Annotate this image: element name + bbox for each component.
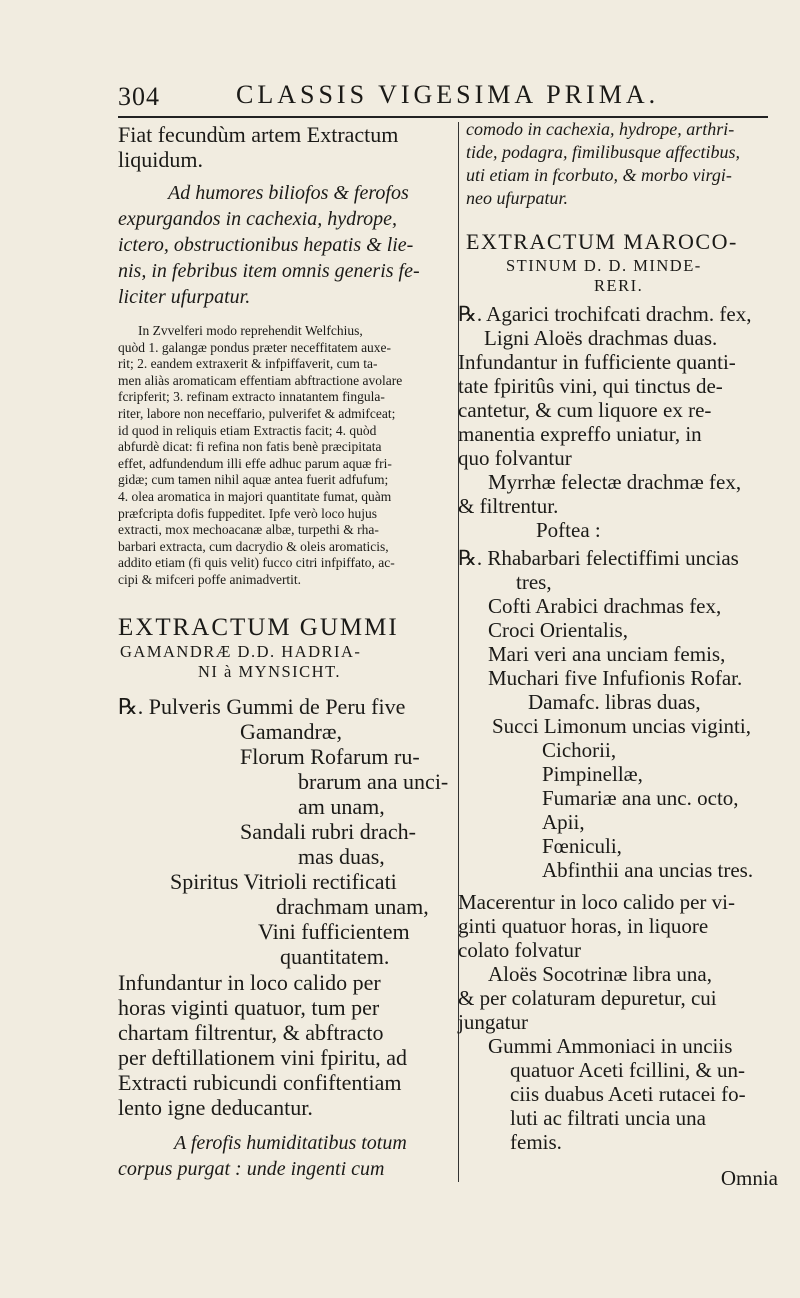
recipe-line: am unam,: [298, 794, 385, 819]
recipe-line: quantitatem.: [280, 944, 390, 969]
recipe-line: Spiritus Vitrioli rectificati: [170, 869, 397, 894]
recipe-line: Ligni Aloës drachmas duas.: [484, 326, 718, 350]
recipe-line: ℞. Agarici trochifcati drachm. fex,: [458, 302, 752, 326]
recipe-block: [458, 546, 780, 882]
usage-block: [118, 180, 450, 310]
procedure-line: Myrrhæ felectæ drachmæ fex,: [488, 470, 742, 494]
recipe-line: ℞. Pulveris Gummi de Peru five: [118, 694, 406, 719]
section-heading: [466, 228, 780, 296]
procedure-line: femis.: [510, 1130, 562, 1154]
note-line: id quod in reliquis etiam Extractis facit; 4. quòd: [118, 422, 377, 438]
heading-line: STINUM D. D. MINDE-: [506, 256, 702, 275]
procedure-block: [118, 970, 450, 1120]
note-line: præfcripta dofis fuppeditet. Ipfe verò loco hujus: [118, 505, 378, 521]
note-line: extracti, mox mechoacanæ albæ, turpethi & rha-: [118, 522, 379, 538]
note-line: effet, adfundendum illi effe adhuc parum aquæ fri-: [118, 455, 392, 471]
note-line: addito etiam (fi quis velit) fucco citri infpiffato, ac-: [118, 555, 395, 571]
procedure-line: Poftea :: [536, 518, 601, 542]
note-line: In Zvvelferi modo reprehendit Welfchius,: [138, 323, 363, 338]
heading-line: EXTRACTUM MAROCO-: [466, 229, 738, 254]
procedure-line: quatuor Aceti fcillini, & un-: [510, 1058, 746, 1082]
catchword-row: [466, 1166, 778, 1191]
procedure-block: [458, 890, 780, 1154]
note-line: abfurdè dicat: fi refina non fatis benè præcipitata: [118, 439, 382, 455]
procedure-line: colato folvatur: [458, 938, 582, 962]
procedure-line: lento igne deducantur.: [118, 1095, 313, 1120]
recipe-line: Muchari five Infufionis Rofar.: [488, 666, 743, 690]
recipe-line: ℞. Rhabarbari felectiffimi uncias: [458, 546, 739, 570]
note-line: 4. olea aromatica in majori quantitate fumat, quàm: [118, 488, 392, 504]
catchword: Omnia: [720, 1166, 778, 1190]
usage-line: comodo in cachexia, hydrope, arthri-: [466, 119, 735, 139]
recipe-line: Abfinthii ana uncias tres.: [542, 858, 754, 882]
procedure-line: Infundantur in loco calido per: [118, 970, 381, 995]
recipe-line: Cofti Arabici drachmas fex,: [488, 594, 722, 618]
procedure-line: ciis duabus Aceti rutacei fo-: [510, 1082, 746, 1106]
procedure-line: & filtrentur.: [458, 494, 559, 518]
procedure-line: horas viginti quatuor, tum per: [118, 995, 380, 1020]
recipe-line: Succi Limonum uncias viginti,: [492, 714, 751, 738]
procedure-block: [458, 350, 780, 542]
procedure-line: luti ac filtrati uncia una: [510, 1106, 706, 1130]
recipe-block: [458, 302, 780, 350]
recipe-line: drachmam unam,: [276, 894, 429, 919]
usage2-block: [118, 1130, 450, 1182]
usage-line: nis, in febribus item omnis generis fe-: [118, 260, 420, 282]
recipe-line: Fumariæ ana unc. octo,: [542, 786, 739, 810]
usage-line: tide, podagra, fimilibusque affectibus,: [466, 142, 740, 162]
procedure-line: Extracti rubicundi confiftentiam: [118, 1070, 402, 1095]
heading-line: GAMANDRÆ D.D. HADRIA-: [120, 642, 362, 661]
recipe-line: Gamandræ,: [240, 719, 343, 744]
recipe-line: Mari veri ana unciam femis,: [488, 642, 726, 666]
usage-line: uti etiam in fcorbuto, & morbo virgi-: [466, 165, 732, 185]
recipe-line: Pimpinellæ,: [542, 762, 643, 786]
commentary-note: [118, 323, 440, 589]
procedure-line: & per colaturam depuretur, cui: [458, 986, 717, 1010]
intro-line: Fiat fecundùm artem Extractum: [118, 122, 399, 147]
recipe-line: Cichorii,: [542, 738, 617, 762]
procedure-line: Infundantur in fufficiente quanti-: [458, 350, 736, 374]
usage-line: neo ufurpatur.: [466, 188, 569, 208]
note-line: riter, labore non neceffario, pulverifet & admifceat;: [118, 405, 396, 421]
recipe-line: Croci Orientalis,: [488, 618, 628, 642]
heading-line: EXTRACTUM GUMMI: [118, 614, 399, 641]
recipe-line: Vini fufficientem: [258, 919, 410, 944]
recipe-line: Fœniculi,: [542, 834, 622, 858]
procedure-line: Macerentur in loco calido per vi-: [458, 890, 735, 914]
note-line: barbari extracta, cum dacrydio & oleis aromaticis,: [118, 538, 389, 554]
recipe-block: [118, 694, 450, 969]
recipe-line: Damafc. libras duas,: [528, 690, 701, 714]
usage2-line: corpus purgat : unde ingenti cum: [118, 1158, 385, 1180]
note-line: cipi & mifceri poffe animadvertit.: [118, 571, 302, 587]
heading-line: RERI.: [594, 276, 644, 295]
procedure-line: jungatur: [458, 1010, 528, 1034]
note-line: gidæ; cum tamen nihil aquæ antea fuerit adfufum;: [118, 472, 389, 488]
procedure-line: Gummi Ammoniaci in unciis: [488, 1034, 733, 1058]
procedure-line: cantetur, & cum liquore ex re-: [458, 398, 712, 422]
intro-line: liquidum.: [118, 147, 203, 172]
usage-line: liciter ufurpatur.: [118, 286, 251, 308]
procedure-line: Aloës Socotrinæ libra una,: [488, 962, 712, 986]
recipe-line: brarum ana unci-: [298, 769, 449, 794]
note-line: fcripferit; 3. refinam extracto innatantem fingula-: [118, 389, 385, 405]
intro-block: [118, 122, 450, 172]
procedure-line: manentia expreffo uniatur, in: [458, 422, 702, 446]
heading-line: NI à MYNSICHT.: [198, 662, 342, 681]
page-header: [118, 80, 758, 114]
procedure-line: chartam filtrentur, & abftracto: [118, 1020, 384, 1045]
note-line: quòd 1. galangæ pondus præter neceffitatem auxe-: [118, 339, 392, 355]
usage-line: expurgandos in cachexia, hydrope,: [118, 208, 397, 230]
recipe-line: Sandali rubri drach-: [240, 819, 416, 844]
procedure-line: per deftillationem vini fpiritu, ad: [118, 1045, 407, 1070]
recipe-line: tres,: [516, 570, 552, 594]
usage-line: Ad humores biliofos & ferofos: [168, 182, 409, 204]
note-line: rit; 2. eandem extraxerit & infpiffaverit, cum ta-: [118, 356, 378, 372]
recipe-line: mas duas,: [298, 844, 385, 869]
running-head: CLASSIS VIGESIMA PRIMA.: [236, 80, 660, 109]
section-heading: [118, 614, 450, 682]
usage2-line: A ferofis humiditatibus totum: [174, 1132, 407, 1154]
page-number: 304: [118, 82, 160, 111]
note-line: men aliàs aromaticam effentiam abftractione avolare: [118, 372, 403, 388]
recipe-line: Florum Rofarum ru-: [240, 744, 420, 769]
recipe-line: Apii,: [542, 810, 585, 834]
usage-line: ictero, obstructionibus hepatis & lie-: [118, 234, 414, 256]
usage-continued: [466, 118, 780, 210]
procedure-line: ginti quatuor horas, in liquore: [458, 914, 709, 938]
procedure-line: quo folvantur: [458, 446, 572, 470]
procedure-line: tate fpiritûs vini, qui tinctus de-: [458, 374, 723, 398]
